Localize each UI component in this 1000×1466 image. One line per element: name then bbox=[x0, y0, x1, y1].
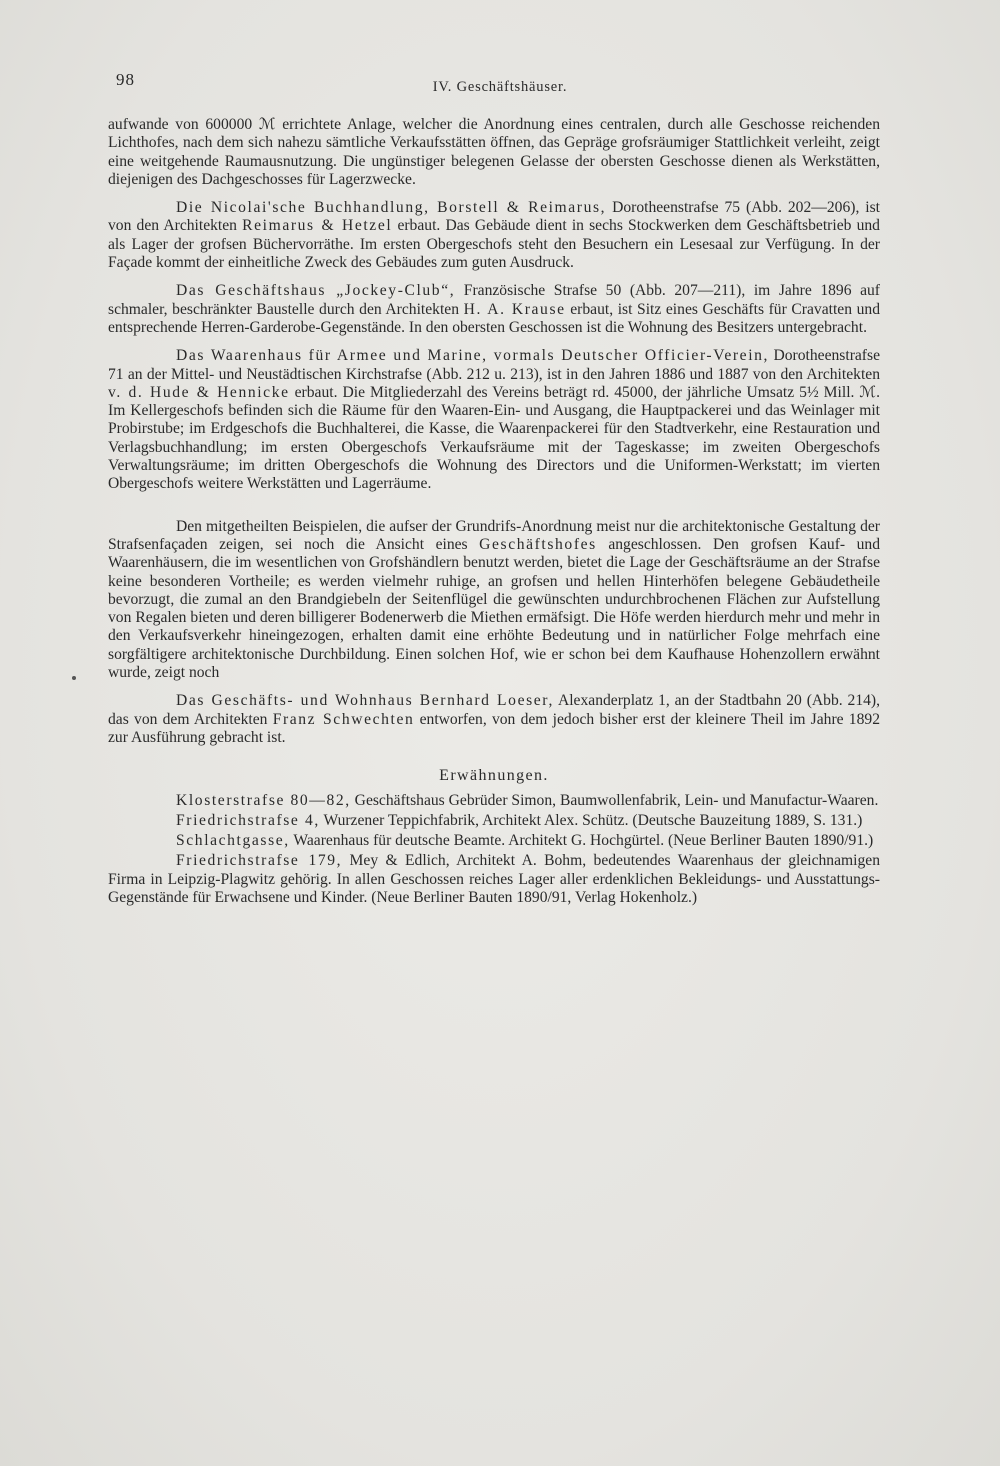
mention-address: Friedrichstrafse 4, bbox=[176, 811, 320, 829]
emphasis-term: Geschäftshofes bbox=[479, 535, 597, 553]
paragraph-loeser: Das Geschäfts- und Wohnhaus Bernhard Loeser, Alexanderplatz 1, an der Stadtbahn 20 (Abb. 214), das von dem Architekten Franz Schwechten entworfen, von dem jedoch bisher erst der kleinere Theil im Jahre 1892 zur Ausführung gebracht ist. bbox=[108, 692, 880, 746]
subject-title: Das Waarenhaus für Armee und Marine, vormals Deutscher Officier-Verein, bbox=[176, 347, 770, 365]
mention-entry: Klosterstrafse 80—82, Geschäftshaus Gebrüder Simon, Baumwollenfabrik, Lein- und Manufactur-Waaren. bbox=[176, 791, 879, 809]
mention-address: Schlachtgasse, bbox=[176, 832, 290, 850]
paragraph-1: aufwande von 600000 ℳ errichtete Anlage, welcher die Anordnung eines centralen, durch alle Geschosse reichenden Lichthofes, nach dem sich nahezu sämtliche Verkaufsstätten öffnen, das Gepräge grofsräumiger Stattlichkeit verleiht, zeigt eine weitgehende Raumausnutzung. Die ungünstiger belegenen Gelasse der obersten Geschosse dienen als Werkstätten, diejenigen des Dachgeschosses für Lagerzwecke. bbox=[108, 116, 880, 188]
body-text bbox=[108, 116, 880, 909]
mention-entry: Friedrichstrafse 4, Wurzener Teppichfabrik, Architekt Alex. Schütz. (Deutsche Bauzeitung 1889, S. 131.) bbox=[176, 811, 863, 829]
running-head: IV. Geschäftshäuser. bbox=[432, 79, 568, 95]
architect-names: Reimarus & Hetzel bbox=[242, 217, 393, 235]
architect-names: H. A. Krause bbox=[463, 300, 566, 318]
paragraph-waarenhaus: Das Waarenhaus für Armee und Marine, vormals Deutscher Officier-Verein, Dorotheenstrafse 71 an der Mittel- und Neustädtischen Kirchstrafse (Abb. 212 u. 213), ist in den Jahren 1886 und 1887 von den Architekten v. d. Hude & Hennicke erbaut. Die Mitgliederzahl des Vereins beträgt rd. 45000, der jährliche Umsatz 5½ Mill. ℳ. Im Kellergeschofs befinden sich die Räume für den Waaren-Ein- und Ausgang, die Hauptpackerei und das Weinlager mit Probirstube; im Erdgeschofs die Buchhalterei, die Kasse, die Waarenpackerei für den Stadtverkehr, eine Restauration und Verlagsbuchhandlung; im ersten Obergeschofs Verkaufsräume mit der Tageskasse; im zweiten Obergeschofs Verwaltungsräume; im dritten Obergeschofs die Wohnung des Directors und die Uniformen-Werkstatt; im vierten Obergeschofs weitere Werkstätten und Lagerräume. bbox=[108, 347, 880, 493]
mention-entry: Schlachtgasse, Waarenhaus für deutsche Beamte. Architekt G. Hochgürtel. (Neue Berliner Bauten 1890/91.) bbox=[176, 832, 874, 850]
architect-names: v. d. Hude & Hennicke bbox=[108, 383, 290, 401]
page-number: 98 bbox=[116, 70, 135, 89]
section-heading: Erwähnungen. bbox=[439, 767, 549, 785]
mention-entry: Friedrichstrafse 179, Mey & Edlich, Architekt A. Bohm, bedeutendes Waarenhaus der gleichnamigen Firma in Leipzig-Plagwitz gehörig. In allen Geschossen reiches Lager aller erdenklichen Bekleidungs- und Ausstattungs-Gegenstände für Erwachsene und Kinder. (Neue Berliner Bauten 1890/91, Verlag Hokenholz.) bbox=[108, 852, 880, 906]
print-speck bbox=[72, 676, 76, 680]
paragraph-beispiele: Den mitgetheilten Beispielen, die aufser der Grundrifs-Anordnung meist nur die architektonische Gestaltung der Strafsenfaçaden zeigen, sei noch die Ansicht eines Geschäftshofes angeschlossen. Den grofsen Kauf- und Waarenhäusern, die im wesentlichen von Grofshändlern benutzt werden, bietet die Lage der Geschäftsräume an der Strafse keine besonderen Vortheile; es werden vielmehr ruhige, an grofsen und hellen Hinterhöfen belegene Gebäudetheile bevorzugt, die zumal an den Brandgiebeln der Seitenflügel die gewünschten undurchbrochenen Flächen zur Aufstellung von Regalen bieten und deren billigerer Bodenerwerb die Miethen ermäfsigt. Die Höfe werden hierdurch mehr und mehr in den Verkaufsverkehr hineingezogen, erhalten damit eine erhöhte Bedeutung und in natürlicher Folge mehrfach eine sorgfältigere architektonische Durchbildung. Einen solchen Hof, wie er schon bei dem Kaufhause Hohenzollern erwähnt wurde, zeigt noch bbox=[108, 517, 880, 682]
subject-title: Die Nicolai'sche Buchhandlung, Borstell & Reimarus, bbox=[176, 199, 607, 217]
mention-address: Friedrichstrafse 179, bbox=[176, 852, 343, 870]
subject-title: Das Geschäftshaus „Jockey-Club“, bbox=[176, 282, 456, 300]
mention-address: Klosterstrafse 80—82, bbox=[176, 791, 351, 809]
subject-title: Das Geschäfts- und Wohnhaus Bernhard Loeser, bbox=[176, 692, 554, 710]
architect-names: Franz Schwechten bbox=[272, 710, 415, 728]
paragraph-jockey-club: Das Geschäftshaus „Jockey-Club“, Französische Strafse 50 (Abb. 207—211), im Jahre 1896 auf schmaler, beschränkter Baustelle durch den Architekten H. A. Krause erbaut, ist Sitz eines Geschäfts für Cravatten und entsprechende Herren-Garderobe-Gegenstände. In den obersten Geschossen ist die Wohnung des Besitzers untergebracht. bbox=[108, 282, 880, 336]
paragraph-nicolai: Die Nicolai'sche Buchhandlung, Borstell & Reimarus, Dorotheenstrafse 75 (Abb. 202—206), ist von den Architekten Reimarus & Hetzel erbaut. Das Gebäude dient in sechs Stockwerken dem Geschäftsbetrieb und als Lager der grofsen Büchervorräthe. Im ersten Obergeschofs steht den Besuchern ein Lesesaal zur Verfügung. In der Façade kommt der einheitliche Zweck des Gebäudes zum guten Ausdruck. bbox=[108, 199, 881, 272]
